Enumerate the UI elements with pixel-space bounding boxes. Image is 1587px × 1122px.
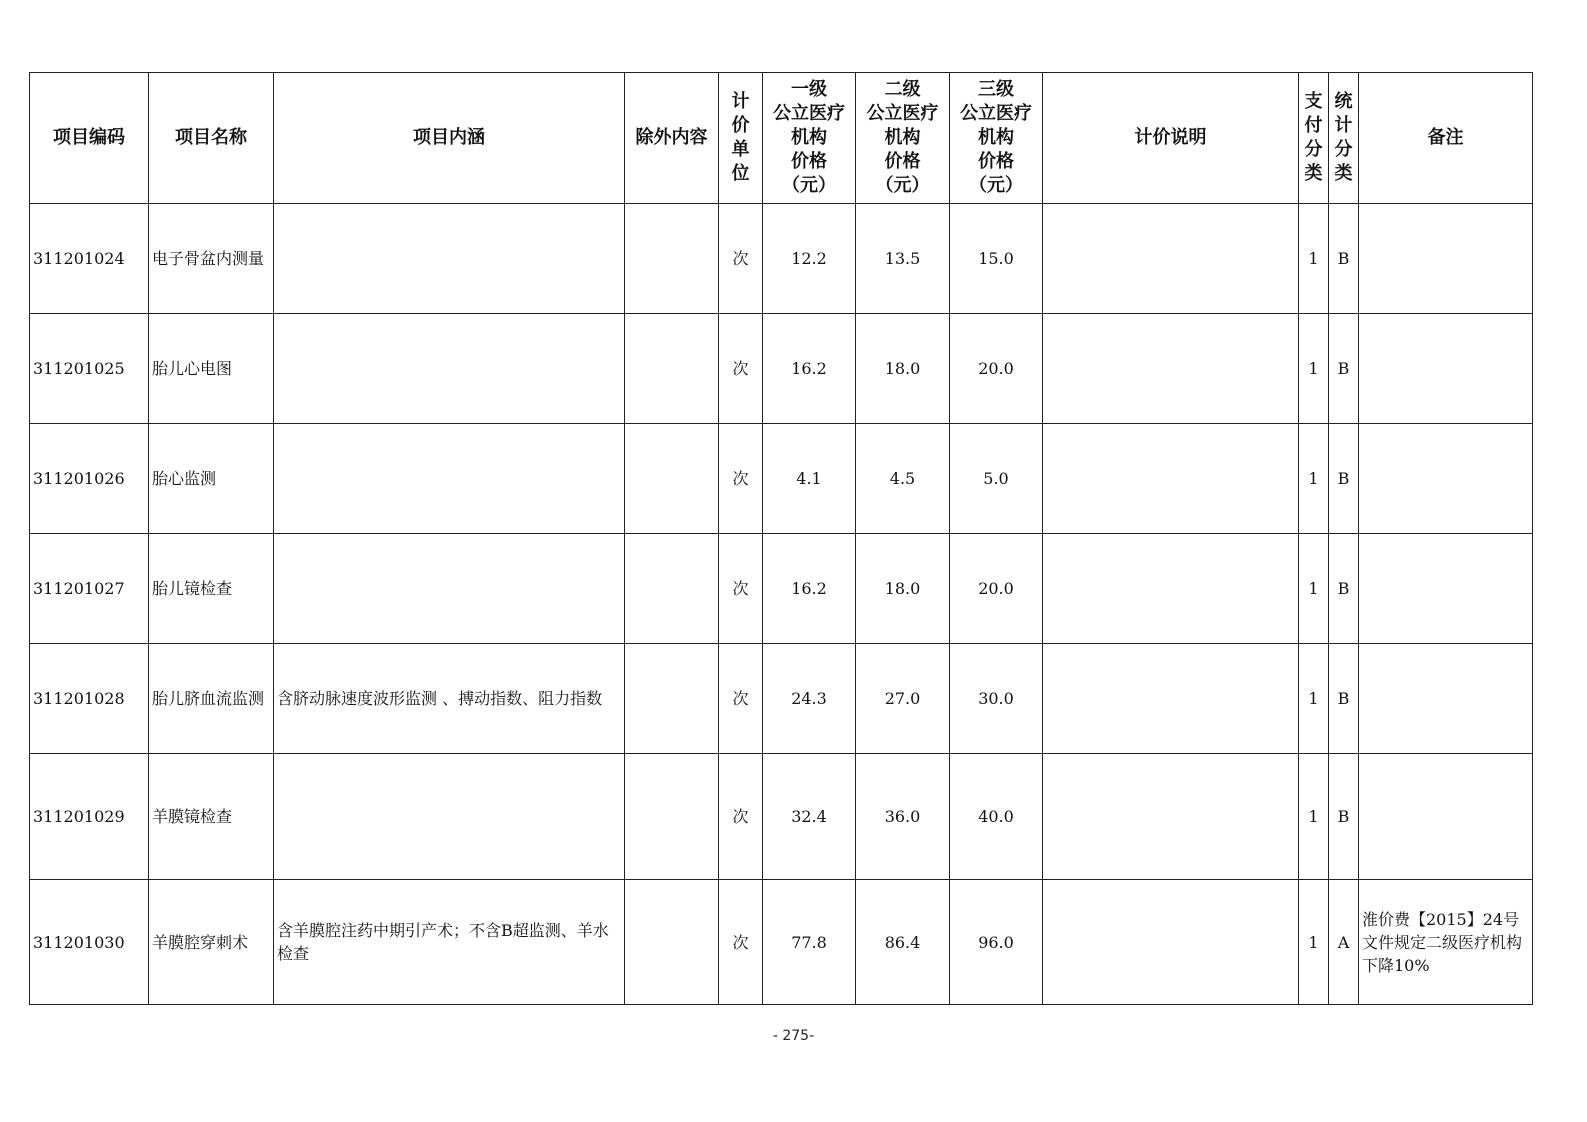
- cell-price-level1: 77.8: [763, 880, 856, 1005]
- cell-price-level2: 4.5: [856, 424, 950, 534]
- cell-price-level1: 16.2: [763, 534, 856, 644]
- header-unit: 计价单位: [719, 73, 763, 204]
- cell-price-level2: 27.0: [856, 644, 950, 754]
- cell-content: [274, 424, 625, 534]
- cell-name: 胎心监测: [149, 424, 274, 534]
- cell-stat-class: B: [1329, 314, 1359, 424]
- cell-remark: [1359, 424, 1533, 534]
- cell-price-level3: 20.0: [950, 534, 1043, 644]
- cell-code: 311201024: [30, 204, 149, 314]
- cell-exclusion: [625, 204, 719, 314]
- table-row: [30, 314, 1533, 424]
- table-row: [30, 644, 1533, 754]
- header-explain: 计价说明: [1043, 73, 1299, 204]
- page-number: - 275-: [772, 1028, 815, 1044]
- cell-stat-class: B: [1329, 204, 1359, 314]
- header-price-level1: 一级 公立医疗 机构 价格 （元）: [763, 73, 856, 204]
- header-price-level3: 三级 公立医疗 机构 价格 （元）: [950, 73, 1043, 204]
- cell-remark: [1359, 644, 1533, 754]
- cell-price-level3: 15.0: [950, 204, 1043, 314]
- cell-pay-class: 1: [1299, 204, 1329, 314]
- cell-pay-class: 1: [1299, 424, 1329, 534]
- cell-price-level2: 86.4: [856, 880, 950, 1005]
- cell-content: 含羊膜腔注药中期引产术；不含B超监测、羊水检查: [274, 880, 625, 1005]
- cell-price-level3: 30.0: [950, 644, 1043, 754]
- header-row: [30, 73, 1533, 204]
- cell-price-level1: 16.2: [763, 314, 856, 424]
- header-stat-class: 统计分类: [1329, 73, 1359, 204]
- cell-code: 311201028: [30, 644, 149, 754]
- cell-exclusion: [625, 314, 719, 424]
- cell-stat-class: A: [1329, 880, 1359, 1005]
- cell-explain: [1043, 754, 1299, 880]
- header-name: 项目名称: [149, 73, 274, 204]
- price-table: [29, 72, 1533, 1005]
- cell-price-level3: 96.0: [950, 880, 1043, 1005]
- header-content: 项目内涵: [274, 73, 625, 204]
- cell-pay-class: 1: [1299, 754, 1329, 880]
- cell-content: [274, 314, 625, 424]
- cell-content: 含脐动脉速度波形监测 、搏动指数、阻力指数: [274, 644, 625, 754]
- header-remark: 备注: [1359, 73, 1533, 204]
- cell-price-level1: 12.2: [763, 204, 856, 314]
- cell-content: [274, 754, 625, 880]
- cell-remark: [1359, 204, 1533, 314]
- cell-name: 羊膜镜检查: [149, 754, 274, 880]
- cell-remark: [1359, 314, 1533, 424]
- cell-name: 胎儿镜检查: [149, 534, 274, 644]
- cell-unit: 次: [719, 204, 763, 314]
- cell-exclusion: [625, 644, 719, 754]
- table-row: [30, 204, 1533, 314]
- table-row: [30, 880, 1533, 1005]
- cell-code: 311201025: [30, 314, 149, 424]
- cell-exclusion: [625, 424, 719, 534]
- cell-explain: [1043, 644, 1299, 754]
- cell-content: [274, 534, 625, 644]
- cell-stat-class: B: [1329, 754, 1359, 880]
- cell-unit: 次: [719, 644, 763, 754]
- cell-unit: 次: [719, 534, 763, 644]
- cell-price-level3: 20.0: [950, 314, 1043, 424]
- cell-stat-class: B: [1329, 534, 1359, 644]
- cell-code: 311201026: [30, 424, 149, 534]
- cell-stat-class: B: [1329, 644, 1359, 754]
- cell-price-level3: 5.0: [950, 424, 1043, 534]
- cell-remark: 淮价费【2015】24号文件规定二级医疗机构下降10%: [1359, 880, 1533, 1005]
- cell-code: 311201029: [30, 754, 149, 880]
- cell-explain: [1043, 314, 1299, 424]
- cell-price-level1: 32.4: [763, 754, 856, 880]
- cell-exclusion: [625, 880, 719, 1005]
- cell-name: 胎儿脐血流监测: [149, 644, 274, 754]
- cell-explain: [1043, 204, 1299, 314]
- cell-price-level2: 13.5: [856, 204, 950, 314]
- cell-explain: [1043, 880, 1299, 1005]
- cell-pay-class: 1: [1299, 314, 1329, 424]
- cell-price-level3: 40.0: [950, 754, 1043, 880]
- cell-explain: [1043, 424, 1299, 534]
- cell-pay-class: 1: [1299, 534, 1329, 644]
- cell-unit: 次: [719, 754, 763, 880]
- cell-stat-class: B: [1329, 424, 1359, 534]
- cell-remark: [1359, 534, 1533, 644]
- cell-name: 羊膜腔穿刺术: [149, 880, 274, 1005]
- header-pay-class: 支付分类: [1299, 73, 1329, 204]
- cell-price-level2: 36.0: [856, 754, 950, 880]
- cell-name: 胎儿心电图: [149, 314, 274, 424]
- cell-price-level1: 4.1: [763, 424, 856, 534]
- cell-price-level2: 18.0: [856, 314, 950, 424]
- cell-price-level1: 24.3: [763, 644, 856, 754]
- cell-unit: 次: [719, 424, 763, 534]
- header-exclusion: 除外内容: [625, 73, 719, 204]
- cell-content: [274, 204, 625, 314]
- cell-name: 电子骨盆内测量: [149, 204, 274, 314]
- cell-pay-class: 1: [1299, 644, 1329, 754]
- cell-exclusion: [625, 754, 719, 880]
- cell-exclusion: [625, 534, 719, 644]
- cell-code: 311201030: [30, 880, 149, 1005]
- cell-unit: 次: [719, 314, 763, 424]
- cell-pay-class: 1: [1299, 880, 1329, 1005]
- cell-code: 311201027: [30, 534, 149, 644]
- cell-explain: [1043, 534, 1299, 644]
- cell-price-level2: 18.0: [856, 534, 950, 644]
- header-code: 项目编码: [30, 73, 149, 204]
- table-row: [30, 534, 1533, 644]
- table-row: [30, 424, 1533, 534]
- cell-unit: 次: [719, 880, 763, 1005]
- table-row: [30, 754, 1533, 880]
- header-price-level2: 二级 公立医疗 机构 价格 （元）: [856, 73, 950, 204]
- cell-remark: [1359, 754, 1533, 880]
